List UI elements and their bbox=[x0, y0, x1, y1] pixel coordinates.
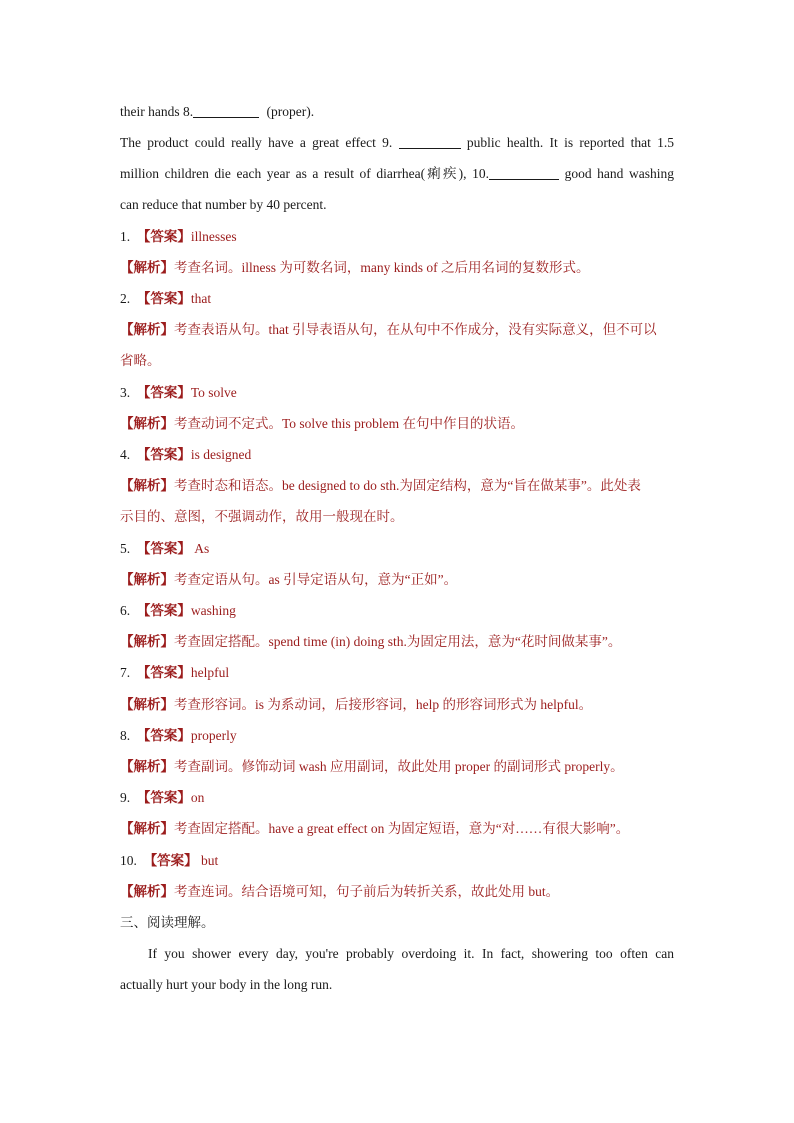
analysis-10: 【解析】考查连词。结合语境可知，句子前后为转折关系，故此处用 but。 bbox=[120, 884, 560, 899]
answer-6: 6. 【答案】washing bbox=[120, 603, 236, 618]
blank-9 bbox=[399, 135, 461, 149]
analysis-2: 【解析】考查表语从句。that 引导表语从句，在从句中不作成分，没有实际意义，但不可以 bbox=[120, 322, 657, 337]
answer-1: 1. 【答案】illnesses bbox=[120, 229, 237, 244]
reading-line-2: actually hurt your body in the long run. bbox=[120, 977, 333, 992]
analysis-3: 【解析】考查动词不定式。To solve this problem 在句中作目的状语。 bbox=[120, 416, 525, 431]
analysis-7: 【解析】考查形容词。is 为系动词，后接形容词，help 的形容词形式为 helpful。 bbox=[120, 697, 593, 712]
answer-3: 3. 【答案】To solve bbox=[120, 385, 237, 400]
answer-7: 7. 【答案】helpful bbox=[120, 665, 230, 680]
answer-5: 5. 【答案】 As bbox=[120, 541, 210, 556]
passage-line-1: their hands 8. (proper). bbox=[120, 104, 315, 119]
analysis-9: 【解析】考查固定搭配。have a great effect on 为固定短语，意为“对……有很大影响”。 bbox=[120, 821, 630, 836]
answer-10: 10. 【答案】 but bbox=[120, 853, 219, 868]
passage-line-4: can reduce that number by 40 percent. bbox=[120, 197, 327, 212]
answer-4: 4. 【答案】is designed bbox=[120, 447, 252, 462]
answer-8: 8. 【答案】properly bbox=[120, 728, 237, 743]
blank-10 bbox=[489, 166, 559, 180]
analysis-2-cont: 省略。 bbox=[120, 353, 161, 368]
passage-line-3: million children die each year as a result of diarrhea(痢疾), 10. good hand washing bbox=[120, 166, 674, 181]
analysis-8: 【解析】考查副词。修饰动词 wash 应用副词，故此处用 proper 的副词形式 properly。 bbox=[120, 759, 624, 774]
analysis-1: 【解析】考查名词。illness 为可数名词，many kinds of 之后用名词的复数形式。 bbox=[120, 260, 590, 275]
answer-9: 9. 【答案】on bbox=[120, 790, 205, 805]
blank-8 bbox=[193, 104, 259, 118]
passage-line-2: The product could really have a great effect 9. public health. It is reported that 1.5 bbox=[120, 135, 675, 150]
analysis-5: 【解析】考查定语从句。as 引导定语从句，意为“正如”。 bbox=[120, 572, 458, 587]
analysis-4-cont: 示目的、意图，不强调动作，故用一般现在时。 bbox=[120, 509, 404, 524]
analysis-4: 【解析】考查时态和语态。be designed to do sth.为固定结构，意为“旨在做某事”。此处表 bbox=[120, 478, 641, 493]
analysis-6: 【解析】考查固定搭配。spend time (in) doing sth.为固定用法，意为“花时间做某事”。 bbox=[120, 634, 622, 649]
section-heading: 三、阅读理解。 bbox=[120, 915, 215, 930]
reading-line-1: If you shower every day, you're probably overdoing it. In fact, showering too often can bbox=[148, 946, 674, 961]
answer-2: 2. 【答案】that bbox=[120, 291, 212, 306]
